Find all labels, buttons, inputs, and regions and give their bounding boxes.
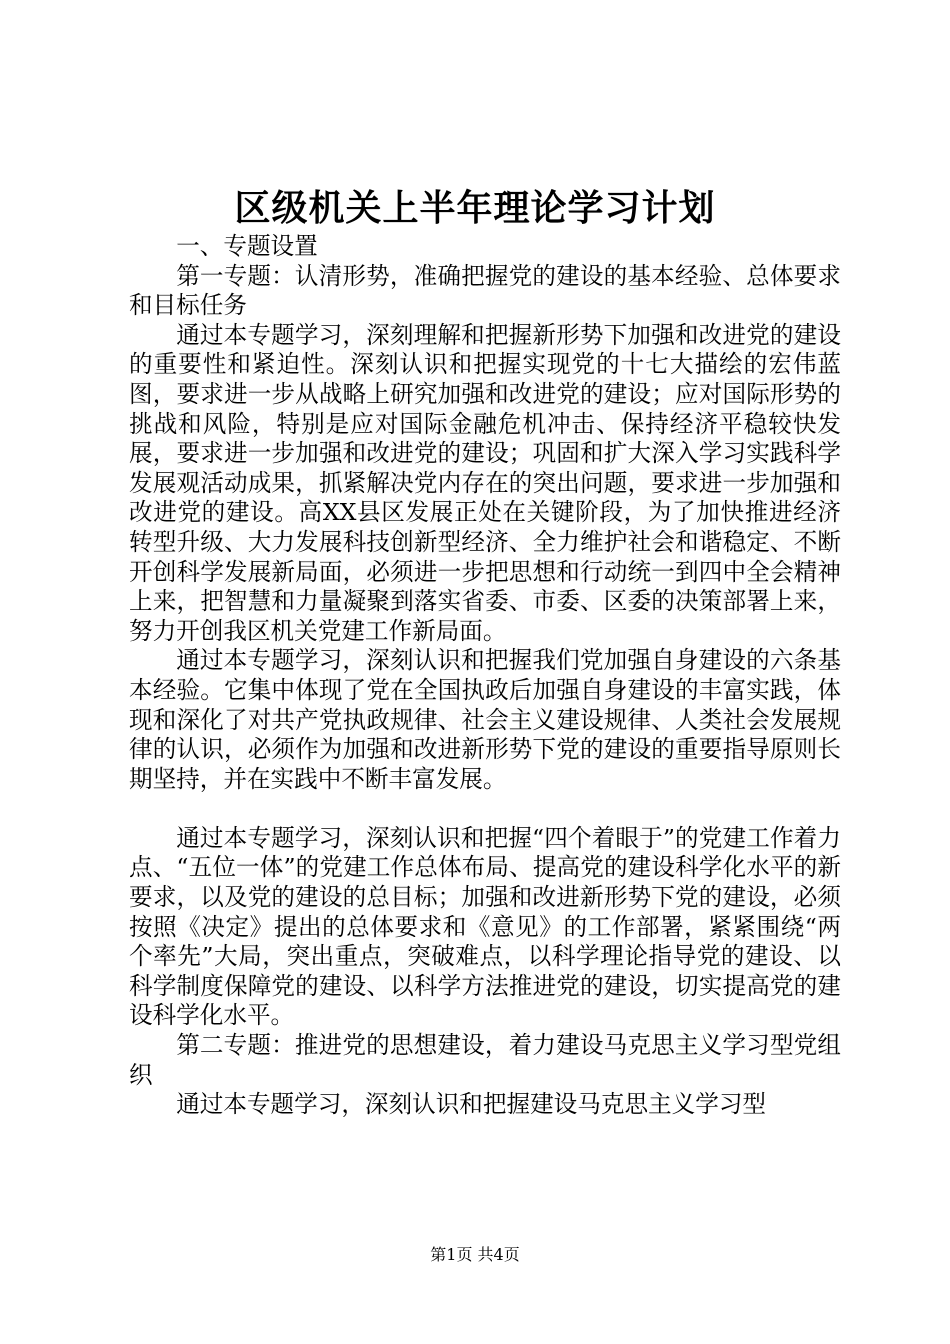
section-heading: 一、专题设置 — [176, 232, 318, 260]
document-body — [129, 232, 841, 1120]
body-paragraph: 通过本专题学习，深刻认识和把握“四个着眼于”的党建工作着力点、“五位一体”的党建工作总体布局、提高党的建设科学化水平的新要求，以及党的建设的总目标；加强和改进新形势下党的建设，必须按照《决定》提出的总体要求和《意见》的工作部署，紧紧围绕“两个率先”大局，突出重点，突破难点，以科学理论指导党的建设、以科学制度保障党的建设、以科学方法推进党的建设，切实提高党的建设科学化水平。 — [129, 823, 841, 1030]
body-paragraph: 通过本专题学习，深刻理解和把握新形势下加强和改进党的建设的重要性和紧迫性。深刻认识和把握实现党的十七大描绘的宏伟蓝图，要求进一步从战略上研究加强和改进党的建设；应对国际形势的挑战和风险，特别是应对国际金融危机冲击、保持经济平稳较快发展，要求进一步加强和改进党的建设；巩固和扩大深入学习实践科学发展观活动成果，抓紧解决党内存在的突出问题，要求进一步加强和改进党的建设。高XX县区发展正处在关键阶段，为了加快推进经济转型升级、大力发展科技创新型经济、全力维护社会和谐稳定、不断开创科学发展新局面，必须进一步把思想和行动统一到四中全会精神上来，把智慧和力量凝聚到落实省委、市委、区委的决策部署上来，努力开创我区机关党建工作新局面。 — [129, 320, 841, 645]
document-title: 区级机关上半年理论学习计划 — [234, 187, 716, 229]
topic-one-heading: 第一专题：认清形势，准确把握党的建设的基本经验、总体要求和目标任务 — [129, 261, 841, 320]
topic-two-heading: 第二专题：推进党的思想建设，着力建设马克思主义学习型党组织 — [129, 1031, 841, 1089]
page-footer: 第1页 共4页 — [430, 1245, 520, 1264]
body-paragraph: 通过本专题学习，深刻认识和把握我们党加强自身建设的六条基本经验。它集中体现了党在全国执政后加强自身建设的丰富实践，体现和深化了对共产党执政规律、社会主义建设规律、人类社会发展规律的认识，必须作为加强和改进新形势下党的建设的重要指导原则长期坚持，并在实践中不断丰富发展。 — [129, 646, 841, 793]
body-paragraph: 通过本专题学习，深刻认识和把握建设马克思主义学习型 — [176, 1090, 767, 1119]
